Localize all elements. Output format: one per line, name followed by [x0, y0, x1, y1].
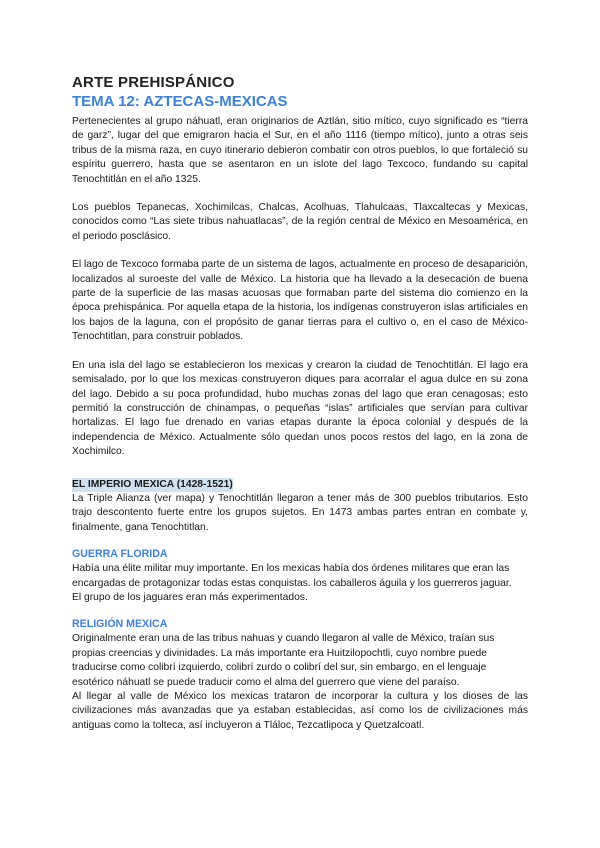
course-kicker: ARTE PREHISPÁNICO — [72, 74, 235, 91]
intro-paragraph-3: El lago de Texcoco formaba parte de un sistema de lagos, actualmente en proceso de desaparición, localizados al suroeste del valle de México. La historia que ha llevado a la desecación de buena parte de la superficie de las masas acuosas que formaban parte del sistema dio comienzo en la época prehispánica. Por aquella etapa de la historia, los indígenas construyeron islas artificiales en los bajos de la laguna, con el propósito de ganar tierras para el cultivo o, en el caso de México-Tenochtitlan, para construir poblados. — [72, 259, 529, 343]
page-title: TEMA 12: AZTECAS-MEXICAS — [72, 93, 288, 110]
religion-paragraph-2: Al llegar al valle de México los mexicas trataron de incorporar la cultura y los dioses de las civilizaciones más avanzadas que ya estaban establecidas, así como los de civilizaciones más antiguas como la tolteca, así incluyeron a Tláloc, Tezcatlipoca y Quetzalcoatl. — [72, 691, 528, 731]
religion-paragraph-1: Originalmente eran una de las tribus nahuas y cuando llegaron al valle de México, traían sus propias creencias y divinidades. La más importante era Huitzilopochtli, cuyo nombre puede traducirse como colibrí izquierdo, colibrí zurdo o colibrí del sur, sin embargo, en el lenguaje esotérico náhuatl se puede traducir como el alma del guerrero que viene del paraíso. — [72, 633, 495, 688]
guerra-paragraph-2: El grupo de los jaguares eran más experimentados. — [72, 591, 308, 603]
intro-paragraph-4: En una isla del lago se establecieron los mexicas y crearon la ciudad de Tenochtitlán. El lago era semisalado, por lo que los mexicas construyeron diques para acorralar el agua dulce en su zona del lago. Debido a su poca profundidad, hubo muchas zonas del lago que eran cenagosas; esto permitió la construcción de chinampas, o pequeñas “islas” artificiales que servían para cultivar hortalizas. El lago fue drenado en varias etapas durante la época colonial y después de la independencia de México. Actualmente sólo quedan unos pocos restos del lago, en la zona de Xochimilco. — [72, 359, 528, 458]
religion-heading: RELIGIÓN MEXICA — [72, 618, 168, 631]
guerra-paragraph-1: Había una élite militar muy importante. En los mexicas había dos órdenes militares que eran las encargadas de protagonizar todas estas conquistas. los caballeros águila y los guerreros jaguar. — [72, 563, 512, 589]
intro-paragraph-1: Pertenecientes al grupo náhuatl, eran originarios de Aztlán, sitio mítico, cuyo significado es “tierra de garz”, lugar del que emigraron hacia el Sur, en el año 1116 (tiempo mítico), junto a otras seis tribus de la misma raza, en cuyo itinerario debieron combatir con otros pueblos, lo que fortaleció su espíritu guerrero, hasta que se asentaron en un islote del lago Texcoco, fundando su capital Tenochtitlán en el año 1325. — [72, 116, 528, 185]
guerra-heading: GUERRA FLORIDA — [72, 548, 168, 561]
imperio-paragraph: La Triple Alianza (ver mapa) y Tenochtitlán llegaron a tener más de 300 pueblos tributarios. Esto trajo descontento fuerte entre los grupos sujetos. En 1473 ambas partes entran en combate y, finalmente, gana Tenochtitlan. — [72, 492, 528, 533]
intro-paragraph-2: Los pueblos Tepanecas, Xochimilcas, Chalcas, Acolhuas, Tlahulcaas, Tlaxcaltecas y Mexicas, conocidos como “Las siete tribus nahuatlacas”, de la región central de México en Mesoamérica, en el periodo posclásico. — [72, 202, 528, 242]
imperio-heading: EL IMPERIO MEXICA (1428-1521) — [72, 478, 233, 492]
